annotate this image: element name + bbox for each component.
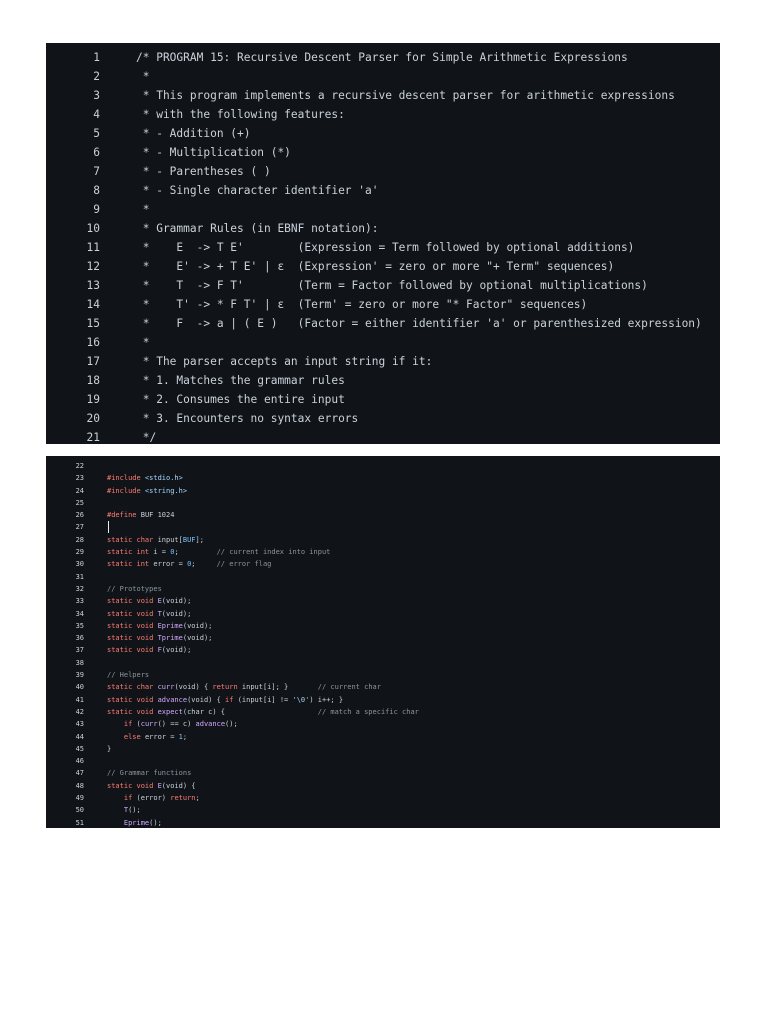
code-line <box>46 731 720 743</box>
code-text[interactable] <box>107 644 191 656</box>
code-text[interactable] <box>107 472 183 484</box>
code-line <box>46 546 720 558</box>
code-token: * 3. Encounters no syntax errors <box>136 412 359 425</box>
code-text[interactable] <box>136 409 358 428</box>
code-text[interactable] <box>136 219 378 238</box>
code-token: // current index into input <box>216 548 331 557</box>
code-line <box>46 257 720 276</box>
code-token: return <box>212 683 242 692</box>
code-line <box>46 48 720 67</box>
code-text[interactable] <box>136 428 156 444</box>
code-token: (); <box>149 818 162 827</box>
line-number: 43 <box>75 720 84 729</box>
code-text[interactable] <box>136 295 587 314</box>
code-token: error = <box>153 560 188 569</box>
code-text[interactable] <box>136 314 702 333</box>
code-token: static char <box>107 683 158 692</box>
code-line <box>46 86 720 105</box>
code-token: static void <box>107 707 158 716</box>
code-line <box>46 755 720 767</box>
line-number: 10 <box>86 222 100 235</box>
code-text[interactable] <box>107 558 271 570</box>
line-number: 38 <box>75 658 84 667</box>
code-text[interactable] <box>136 181 378 200</box>
code-text[interactable] <box>107 534 204 546</box>
code-line <box>46 718 720 730</box>
code-line <box>46 428 720 444</box>
code-token: curr <box>140 720 158 729</box>
code-token: () == c) <box>157 720 196 729</box>
code-token: * 1. Matches the grammar rules <box>136 374 345 387</box>
code-token: ( <box>136 720 141 729</box>
line-number: 50 <box>75 806 84 815</box>
line-number: 20 <box>86 412 100 425</box>
line-number: 2 <box>93 70 100 83</box>
code-text[interactable] <box>136 238 634 257</box>
code-token: advance <box>195 720 226 729</box>
line-number: 39 <box>75 671 84 680</box>
code-token: * <box>136 70 150 83</box>
code-token: (void); <box>161 646 192 655</box>
code-text[interactable] <box>136 105 345 124</box>
code-token: (error) <box>136 794 171 803</box>
code-line <box>46 817 720 828</box>
code-line <box>46 219 720 238</box>
code-token: * T' -> * F T' | ε (Term' = zero or more "* Factor" sequences) <box>136 298 588 311</box>
code-text[interactable] <box>107 767 191 779</box>
code-token: 0 <box>187 560 192 569</box>
code-token: * <box>136 336 150 349</box>
code-line <box>46 657 720 669</box>
code-token: * This program implements a recursive descent parser for arithmetic expressions <box>136 89 675 102</box>
code-text[interactable] <box>107 731 187 743</box>
code-line <box>46 472 720 484</box>
code-token: Eprime <box>107 818 150 827</box>
line-number: 31 <box>75 572 84 581</box>
code-text[interactable] <box>136 371 345 390</box>
code-token: (void); <box>182 634 213 643</box>
code-token: F <box>157 646 162 655</box>
code-token: * 2. Consumes the entire input <box>136 393 345 406</box>
code-text[interactable] <box>136 162 271 181</box>
code-token: * - Addition (+) <box>136 127 251 140</box>
code-token: BUF 1024 <box>136 511 175 520</box>
line-number: 51 <box>75 818 84 827</box>
code-text[interactable] <box>107 595 191 607</box>
code-token: T <box>107 806 129 815</box>
line-number: 29 <box>75 548 84 557</box>
code-text[interactable] <box>107 608 191 620</box>
line-number: 7 <box>93 165 100 178</box>
code-line <box>46 558 720 570</box>
code-line <box>46 583 720 595</box>
code-token: * Grammar Rules (in EBNF notation): <box>136 222 379 235</box>
code-token: static void <box>107 634 158 643</box>
code-token: */ <box>136 431 157 444</box>
code-line <box>46 200 720 219</box>
line-number: 26 <box>75 511 84 520</box>
code-text[interactable] <box>107 804 141 816</box>
code-line <box>46 181 720 200</box>
line-number: 18 <box>86 374 100 387</box>
line-number: 45 <box>75 744 84 753</box>
code-token: * <box>136 203 150 216</box>
code-text[interactable] <box>107 706 419 718</box>
code-token: (void) { <box>174 683 213 692</box>
line-number: 8 <box>93 184 100 197</box>
line-number: 49 <box>75 794 84 803</box>
line-number: 11 <box>86 241 100 254</box>
code-token: curr <box>157 683 175 692</box>
code-line <box>46 620 720 632</box>
line-number: 36 <box>75 634 84 643</box>
line-number: 25 <box>75 498 84 507</box>
code-token: T <box>157 609 162 618</box>
code-text[interactable] <box>136 390 345 409</box>
code-token: (); <box>225 720 238 729</box>
code-line <box>46 521 720 533</box>
code-line <box>46 595 720 607</box>
code-text[interactable] <box>136 86 675 105</box>
code-panel-comment-block <box>46 43 720 444</box>
code-line <box>46 276 720 295</box>
line-number: 3 <box>93 89 100 102</box>
code-token: 0 <box>170 548 175 557</box>
line-number: 14 <box>86 298 100 311</box>
code-line <box>46 792 720 804</box>
code-token: (void); <box>161 609 192 618</box>
code-token: * T -> F T' (Term = Factor followed by optional multiplications) <box>136 279 648 292</box>
code-text[interactable] <box>107 681 381 693</box>
code-line <box>46 669 720 681</box>
code-token: else <box>107 732 145 741</box>
code-text[interactable] <box>107 620 212 632</box>
code-token: 1 <box>178 732 183 741</box>
code-text[interactable] <box>136 143 291 162</box>
code-line <box>46 105 720 124</box>
code-token: ]; <box>195 535 204 544</box>
code-token: // current char <box>317 683 381 692</box>
code-line <box>46 608 720 620</box>
code-line <box>46 767 720 779</box>
line-number: 23 <box>75 474 84 483</box>
code-text[interactable] <box>107 521 109 533</box>
code-token: static int <box>107 548 154 557</box>
line-number: 15 <box>86 317 100 330</box>
line-number: 6 <box>93 146 100 159</box>
code-token: // Grammar functions <box>107 769 192 778</box>
code-line <box>46 333 720 352</box>
code-token: ; <box>195 794 200 803</box>
code-token: input[i]; } <box>241 683 318 692</box>
code-line <box>46 143 720 162</box>
code-line <box>46 804 720 816</box>
line-number: 19 <box>86 393 100 406</box>
line-number: 32 <box>75 584 84 593</box>
line-number: 40 <box>75 683 84 692</box>
code-token: static char <box>107 535 158 544</box>
code-line <box>46 371 720 390</box>
line-number: 24 <box>75 486 84 495</box>
code-token: /* PROGRAM 15: Recursive Descent Parser for Simple Arithmetic Expressions <box>136 51 628 64</box>
code-text[interactable] <box>107 792 200 804</box>
code-token: ; <box>182 732 188 741</box>
code-text[interactable] <box>107 694 343 706</box>
code-token: ) i++; } <box>309 695 344 704</box>
code-token: E <box>157 597 162 606</box>
code-token: (void) { <box>187 695 226 704</box>
code-token: * E -> T E' (Expression = Term followed by optional additions) <box>136 241 635 254</box>
code-token: input[ <box>157 535 183 544</box>
code-line <box>46 390 720 409</box>
line-number: 9 <box>93 203 100 216</box>
code-token: // match a specific char <box>317 707 419 716</box>
code-panel-source <box>46 456 720 828</box>
code-token: } <box>107 744 112 753</box>
line-number: 4 <box>93 108 100 121</box>
code-line <box>46 314 720 333</box>
line-number: 17 <box>86 355 100 368</box>
code-token: BUF <box>182 535 196 544</box>
code-token: <string.h> <box>140 486 188 495</box>
code-text[interactable] <box>136 352 432 371</box>
code-token: static void <box>107 781 158 790</box>
code-token: (); <box>128 806 141 815</box>
code-token: E <box>157 781 162 790</box>
code-token: // Helpers <box>107 671 150 680</box>
code-token: static void <box>107 621 158 630</box>
code-token: if <box>107 720 137 729</box>
code-line <box>46 409 720 428</box>
code-text[interactable] <box>107 669 149 681</box>
text-cursor <box>108 521 109 533</box>
code-text[interactable] <box>107 485 187 497</box>
code-line <box>46 706 720 718</box>
line-number: 33 <box>75 597 84 606</box>
code-token: * - Parentheses ( ) <box>136 165 271 178</box>
code-line <box>46 534 720 546</box>
line-number: 41 <box>75 695 84 704</box>
code-token: #define <box>107 511 137 520</box>
code-token: * - Multiplication (*) <box>136 146 291 159</box>
code-token: * with the following features: <box>136 108 345 121</box>
code-token: * - Single character identifier 'a' <box>136 184 379 197</box>
code-line <box>46 485 720 497</box>
code-line <box>46 780 720 792</box>
code-token: static void <box>107 695 158 704</box>
code-token: #include <box>107 474 141 483</box>
code-token: static int <box>107 560 154 569</box>
line-number: 30 <box>75 560 84 569</box>
code-text[interactable] <box>107 583 162 595</box>
code-token: i = <box>153 548 171 557</box>
line-number: 46 <box>75 757 84 766</box>
code-text[interactable] <box>107 718 238 730</box>
line-number: 1 <box>93 51 100 64</box>
code-text[interactable] <box>107 817 162 828</box>
code-token: error = <box>144 732 179 741</box>
code-line <box>46 497 720 509</box>
code-text[interactable] <box>107 780 196 792</box>
code-token: if <box>225 695 238 704</box>
code-token: * E' -> + T E' | ε (Expression' = zero or more "+ Term" sequences) <box>136 260 615 273</box>
code-line <box>46 124 720 143</box>
code-token: expect <box>157 707 183 716</box>
code-line <box>46 694 720 706</box>
code-text[interactable] <box>107 743 111 755</box>
code-line <box>46 162 720 181</box>
code-line <box>46 632 720 644</box>
code-token: static void <box>107 597 158 606</box>
code-token: #include <box>107 486 141 495</box>
code-token: static void <box>107 646 158 655</box>
code-token: static void <box>107 609 158 618</box>
code-token: (void); <box>161 597 192 606</box>
line-number: 35 <box>75 621 84 630</box>
line-number: 12 <box>86 260 100 273</box>
code-text[interactable] <box>136 257 614 276</box>
code-text[interactable] <box>136 200 149 219</box>
code-token: return <box>170 794 196 803</box>
line-number: 5 <box>93 127 100 140</box>
code-token: (void) { <box>161 781 196 790</box>
code-line <box>46 238 720 257</box>
code-text[interactable] <box>136 333 149 352</box>
code-line <box>46 509 720 521</box>
code-token: ; <box>191 560 217 569</box>
code-token: advance <box>157 695 188 704</box>
code-token: (void); <box>182 621 213 630</box>
line-number: 42 <box>75 707 84 716</box>
line-number: 16 <box>86 336 100 349</box>
line-number: 22 <box>75 462 84 470</box>
code-token: * F -> a | ( E ) (Factor = either identifier 'a' or parenthesized expression) <box>136 317 702 330</box>
code-line <box>46 681 720 693</box>
code-token: Tprime <box>157 634 183 643</box>
code-line <box>46 460 720 472</box>
code-text[interactable] <box>107 546 330 558</box>
code-token: * The parser accepts an input string if it: <box>136 355 433 368</box>
code-token: (input[i] != <box>237 695 293 704</box>
code-line <box>46 743 720 755</box>
code-line <box>46 295 720 314</box>
code-token: (char c) { <box>182 707 318 716</box>
line-number: 28 <box>75 535 84 544</box>
code-token: // error flag <box>216 560 272 569</box>
code-token: <stdio.h> <box>140 474 183 483</box>
code-token: // Prototypes <box>107 584 162 593</box>
code-text[interactable] <box>136 276 648 295</box>
code-text[interactable] <box>136 124 251 143</box>
line-number: 37 <box>75 646 84 655</box>
line-number: 13 <box>86 279 100 292</box>
line-number: 44 <box>75 732 84 741</box>
code-text[interactable] <box>136 48 628 67</box>
code-token: '\0' <box>292 695 310 704</box>
line-number: 21 <box>86 431 100 444</box>
line-number: 47 <box>75 769 84 778</box>
code-line <box>46 67 720 86</box>
line-number: 48 <box>75 781 84 790</box>
code-text[interactable] <box>107 509 174 521</box>
code-line <box>46 571 720 583</box>
line-number: 27 <box>75 523 84 532</box>
code-text[interactable] <box>136 67 149 86</box>
code-token: ; <box>174 548 217 557</box>
code-line <box>46 644 720 656</box>
code-text[interactable] <box>107 632 212 644</box>
code-token: Eprime <box>157 621 183 630</box>
code-token: if <box>107 794 137 803</box>
code-line <box>46 352 720 371</box>
line-number: 34 <box>75 609 84 618</box>
